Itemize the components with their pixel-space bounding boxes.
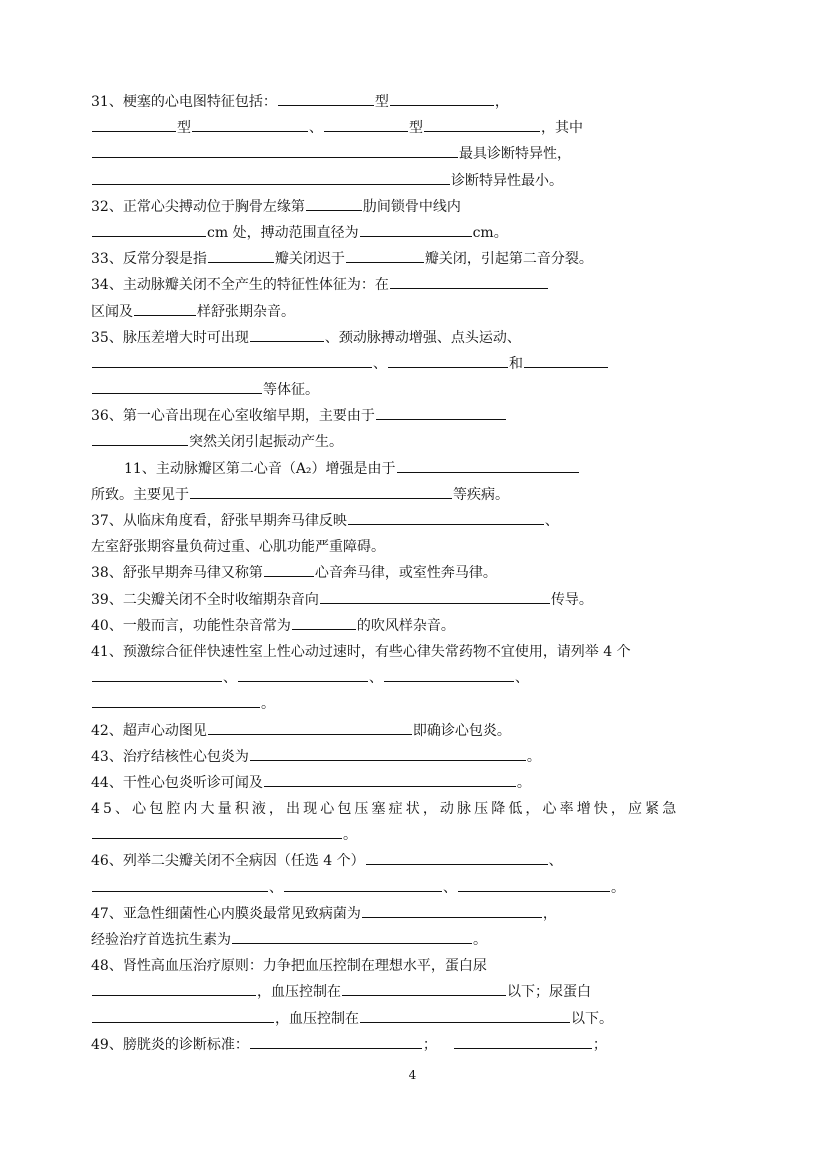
blank[interactable] — [92, 141, 458, 158]
text: 样舒张期杂音。 — [197, 303, 295, 320]
blank[interactable] — [346, 246, 424, 263]
blank[interactable] — [320, 587, 550, 604]
text: 瓣关闭，引起第二音分裂。 — [424, 251, 593, 268]
blank[interactable] — [292, 613, 356, 630]
q36-line-2 — [91, 429, 751, 455]
blank[interactable] — [390, 89, 494, 106]
question-list — [91, 89, 751, 1058]
q41-line-3 — [91, 691, 751, 717]
page-number: 4 — [408, 1068, 417, 1082]
q34-line-1 — [91, 272, 751, 298]
blank[interactable] — [92, 691, 260, 708]
blank[interactable] — [208, 718, 412, 735]
text: 45、心包腔内大量积液，出现心包压塞症状，动脉压降低，心率增快，应紧急 — [91, 801, 680, 818]
text: 肋间锁骨中线内 — [362, 198, 461, 215]
blank[interactable] — [388, 351, 508, 368]
text: cm。 — [472, 224, 508, 241]
text: ， — [494, 94, 509, 110]
blank[interactable] — [264, 560, 314, 577]
text: 、 — [544, 513, 559, 529]
text: 40、一般而言，功能性杂音常为 — [91, 617, 291, 634]
blank[interactable] — [278, 89, 374, 106]
blank[interactable] — [250, 1032, 422, 1049]
blank[interactable] — [360, 1006, 570, 1023]
blank[interactable] — [238, 665, 368, 682]
blank[interactable] — [458, 875, 610, 892]
text: 最具诊断特异性， — [459, 146, 571, 163]
q41-line-1 — [91, 639, 751, 665]
q48-line-1 — [91, 953, 751, 979]
text: 、 — [223, 670, 237, 687]
text: 35、脉压差增大时可出现 — [91, 329, 249, 346]
text: 。 — [516, 774, 531, 791]
blank[interactable] — [92, 875, 268, 892]
blank[interactable] — [362, 901, 542, 918]
q47-line-2 — [91, 927, 751, 953]
text: 心音奔马律，或室性奔马律。 — [314, 565, 497, 582]
q11-line-2 — [91, 482, 751, 508]
q35-line-1 — [91, 325, 751, 351]
q31-line-3 — [91, 141, 751, 167]
q49-line — [91, 1032, 751, 1058]
q38-line — [91, 560, 751, 586]
blank[interactable] — [454, 1032, 592, 1049]
text: 37、从临床角度看，舒张早期奔马律反映 — [91, 513, 347, 529]
text: 46、列举二尖瓣关闭不全病因（任选 4 个） — [91, 853, 365, 870]
q35-line-2 — [91, 351, 751, 377]
q47-line-1 — [91, 901, 751, 927]
q46-line-1 — [91, 848, 751, 874]
q33-line — [91, 246, 751, 272]
text: 41、预激综合征伴快速性室上性心动过速时，有些心律失常药物不宜使用，请列举 4 个 — [91, 643, 631, 660]
text: 。 — [526, 748, 541, 765]
q11-line-1 — [91, 456, 751, 482]
blank[interactable] — [397, 456, 579, 473]
text: 传导。 — [550, 591, 593, 608]
text: 、 — [443, 879, 457, 896]
blank[interactable] — [208, 246, 274, 263]
q37-line-1 — [91, 508, 751, 534]
text: 型 — [177, 120, 191, 137]
q48-line-2 — [91, 979, 751, 1005]
q45-line-2 — [91, 822, 751, 848]
blank[interactable] — [92, 429, 188, 446]
text: 、颈动脉搏动增强、点头运动、 — [324, 329, 521, 346]
blank[interactable] — [342, 979, 506, 996]
blank[interactable] — [348, 508, 544, 525]
blank[interactable] — [92, 1006, 274, 1023]
text: 47、亚急性细菌性心内膜炎最常见致病菌为 — [91, 905, 361, 922]
text: 型 — [409, 120, 423, 137]
text: 等疾病。 — [453, 486, 509, 503]
text: 34、主动脉瓣关闭不全产生的特征性体征为：在 — [91, 277, 389, 294]
text: 左室舒张期容量负荷过重、心肌功能严重障碍。 — [91, 539, 385, 556]
blank[interactable] — [192, 115, 308, 132]
text: 36、第一心音出现在心室收缩早期，主要由于 — [91, 408, 375, 425]
q40-line — [91, 613, 751, 639]
text: 43、治疗结核性心包炎为 — [91, 748, 249, 765]
text: 32、正常心尖搏动位于胸骨左缘第 — [91, 198, 305, 215]
text: 、 — [515, 670, 529, 687]
q37-line-2 — [91, 534, 751, 560]
q35-line-3 — [91, 377, 751, 403]
blank[interactable] — [92, 351, 372, 368]
blank[interactable] — [190, 482, 452, 499]
blank[interactable] — [92, 168, 450, 185]
blank[interactable] — [390, 272, 548, 289]
text: 的吹风样杂音。 — [356, 617, 455, 634]
blank[interactable] — [92, 979, 256, 996]
text: ，血压控制在 — [257, 984, 341, 1001]
text: 诊断特异性最小。 — [451, 172, 563, 189]
text: 42、超声心动图见 — [91, 722, 207, 739]
q46-line-2 — [91, 875, 751, 901]
blank[interactable] — [92, 377, 262, 394]
text: 31、梗塞的心电图特征包括： — [91, 94, 277, 110]
text: 和 — [509, 355, 523, 372]
text: 49、膀胱炎的诊断标准： — [91, 1036, 249, 1053]
q39-line — [91, 587, 751, 613]
text: ， — [542, 905, 557, 922]
text: 48、肾性高血压治疗原则：力争把血压控制在理想水平，蛋白尿 — [91, 958, 487, 975]
blank[interactable] — [250, 325, 324, 342]
text: 11、主动脉瓣区第二心音（A₂）增强是由于 — [124, 460, 396, 477]
text: 以下。 — [571, 1010, 613, 1027]
text: cm 处，搏动范围直径为 — [207, 224, 359, 241]
blank[interactable] — [306, 194, 362, 211]
blank[interactable] — [232, 927, 472, 944]
text: 、 — [373, 355, 387, 372]
text: 、 — [269, 879, 283, 896]
blank[interactable] — [324, 115, 408, 132]
text: 。 — [611, 879, 625, 896]
blank[interactable] — [360, 220, 472, 237]
blank[interactable] — [92, 665, 222, 682]
text: 、 — [548, 853, 563, 870]
text: 、 — [309, 120, 323, 137]
blank[interactable] — [376, 403, 506, 420]
text: 即确诊心包炎。 — [412, 722, 511, 739]
q45-line-1 — [91, 796, 751, 822]
text: 。 — [343, 827, 357, 844]
q43-line — [91, 744, 751, 770]
blank[interactable] — [284, 875, 442, 892]
text: 所致。主要见于 — [91, 486, 189, 503]
blank[interactable] — [384, 665, 514, 682]
blank[interactable] — [134, 299, 196, 316]
blank[interactable] — [524, 351, 608, 368]
text: ，血压控制在 — [275, 1010, 359, 1027]
q34-line-2 — [91, 299, 751, 325]
text: 、 — [369, 670, 383, 687]
text: 等体征。 — [263, 382, 319, 399]
text: ； — [422, 1036, 437, 1053]
text: 。 — [261, 696, 275, 713]
blank[interactable] — [92, 115, 176, 132]
text: 38、舒张早期奔马律又称第 — [91, 565, 263, 582]
text: 以下；尿蛋白 — [507, 984, 591, 1001]
q36-line-1 — [91, 403, 751, 429]
text: 经验治疗首选抗生素为 — [91, 932, 231, 948]
text: 33、反常分裂是指 — [91, 251, 207, 268]
q41-line-2 — [91, 665, 751, 691]
q31-line-4 — [91, 168, 751, 194]
q44-line — [91, 770, 751, 796]
text: 39、二尖瓣关闭不全时收缩期杂音向 — [91, 591, 319, 608]
q48-line-3 — [91, 1006, 751, 1032]
q32-line-1 — [91, 194, 751, 220]
text: 。 — [473, 932, 487, 948]
text: 突然关闭引起振动产生。 — [189, 434, 343, 451]
text: 型 — [374, 94, 389, 110]
blank[interactable] — [250, 744, 526, 761]
q31-line-2 — [91, 115, 751, 141]
text: 瓣关闭迟于 — [274, 251, 345, 268]
q31-line-1 — [91, 89, 751, 115]
text: 44、干性心包炎听诊可闻及 — [91, 774, 263, 791]
q42-line — [91, 718, 751, 744]
text: 区闻及 — [91, 303, 133, 320]
blank[interactable] — [424, 115, 540, 132]
blank[interactable] — [92, 822, 342, 839]
q32-line-2 — [91, 220, 751, 246]
blank[interactable] — [366, 848, 548, 865]
text: ； — [592, 1036, 607, 1053]
blank[interactable] — [264, 770, 516, 787]
blank[interactable] — [92, 220, 206, 237]
text: ，其中 — [541, 120, 583, 137]
